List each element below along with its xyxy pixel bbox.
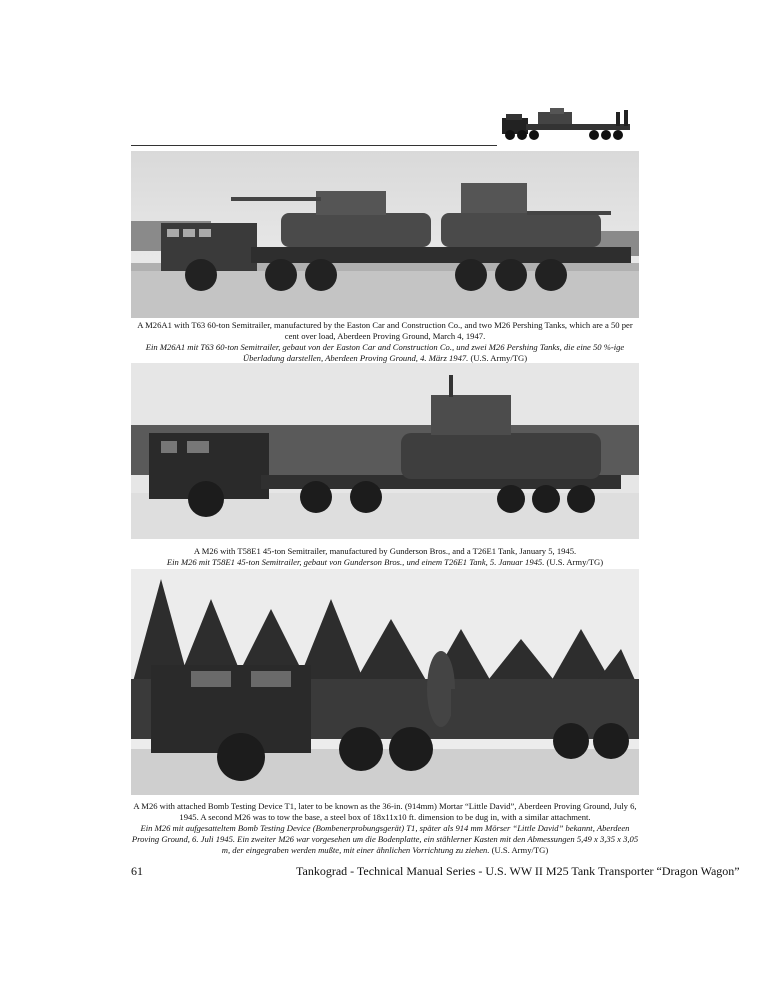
photo-1 <box>131 151 639 318</box>
caption-2-english: A M26 with T58E1 45-ton Semitrailer, manufactured by Gunderson Bros., and a T26E1 Tank, January 5, 1945. <box>193 546 577 556</box>
photo-m26-t58e1-icon <box>131 363 639 539</box>
series-title: Tankograd - Technical Manual Series - U.S. WW II M25 Tank Transporter “Dragon Wagon” <box>296 864 740 878</box>
caption-2-credit: (U.S. Army/TG) <box>546 557 604 567</box>
caption-2 <box>131 546 639 568</box>
header-rule <box>131 145 497 146</box>
caption-1 <box>131 320 639 364</box>
caption-1-credit: (U.S. Army/TG) <box>470 353 528 363</box>
caption-1-english: A M26A1 with T63 60-ton Semitrailer, manufactured by the Easton Car and Construction Co., and two M26 Pershing Tanks, which are a 50 per cent over load, Aberdeen Proving Ground, March 4, 1947. <box>137 320 633 341</box>
caption-1-german: Ein M26A1 mit T63 60-ton Semitrailer, gebaut von der Easton Car and Construction Co., und zwei M26 Pershing Tanks, die eine 50 %-ige Überladung darstellen, Aberdeen Proving Ground, 4. März 1947. <box>145 342 625 363</box>
caption-3 <box>131 801 639 856</box>
caption-2-german: Ein M26 mit T58E1 45-ton Semitrailer, gebaut von Gunderson Bros., und einem T26E1 Tank, 5. Januar 1945. <box>166 557 545 567</box>
photo-m26a1-icon <box>131 151 639 318</box>
tank-transporter-thumbnail-icon <box>498 104 638 144</box>
caption-3-english: A M26 with attached Bomb Testing Device T1, later to be known as the 36-in. (914mm) Mortar “Little David”, Aberdeen Proving Ground, July 6, 1945. A second M26 was to tow the base, a steel box of 18x11x10 ft. dimension to be dug in, with a similar attachment. <box>133 801 637 822</box>
photo-3 <box>131 569 639 795</box>
caption-3-german: Ein M26 mit aufgesatteltem Bomb Testing Device (Bombenerprobungsgerät) T1, später als 914 mm Mörser “Little David” bekannt, Aberdeen Proving Ground, 6. Juli 1945. Ein zweiter M26 war vorgesehen um die Bodenplatte, ein stählerner Kasten mit den Abmessungen 5,49 x 3,35 x 3,05 m, der eingegraben werden mußte, mit einer ähnlichen Vorrichtung zu ziehen. <box>131 823 639 855</box>
page-number: 61 <box>131 864 143 878</box>
photo-2 <box>131 363 639 539</box>
caption-3-credit: (U.S. Army/TG) <box>491 845 549 855</box>
photo-m26-little-david-icon <box>131 569 639 795</box>
